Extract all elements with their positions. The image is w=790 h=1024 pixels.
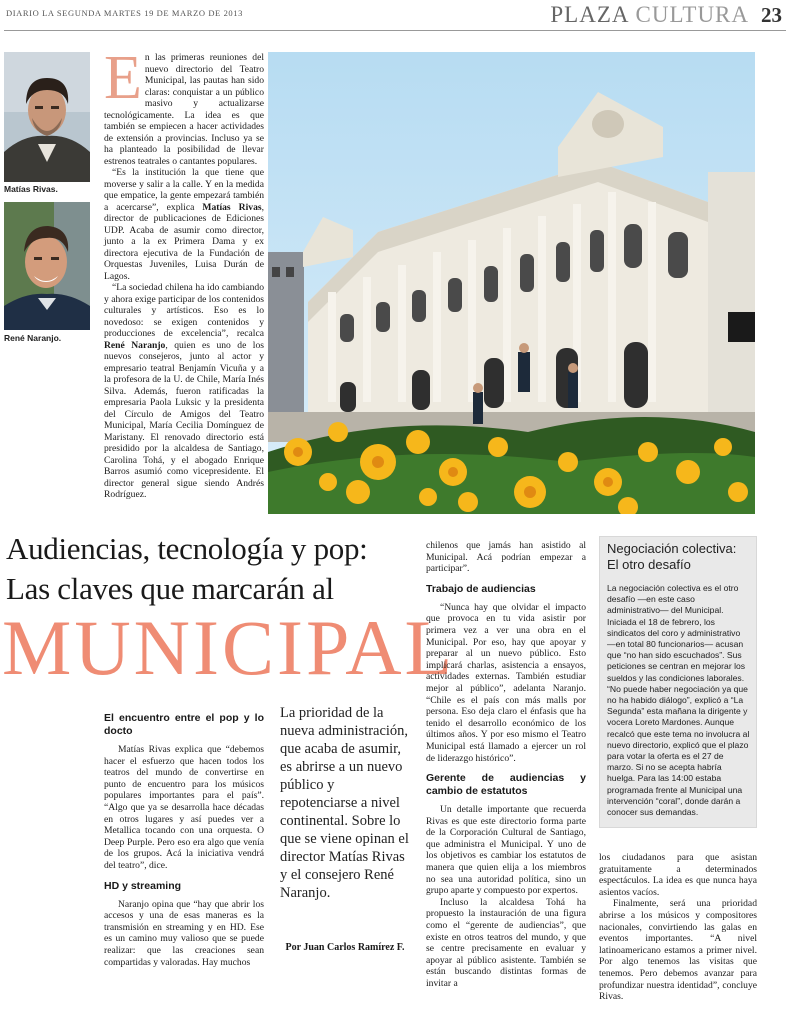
paragraph-gerente-1: Un detalle importante que recuerda Rivas es que este directorio forma parte de la Corporación Cultural de Santiago, que administra el Municipal. Y uno de los objetivos es cambiar los estatutos de manera que quien elija a los miembros no sea una autoridad política, sino un grupo aparte y compuesto por expertos. xyxy=(426,804,586,897)
headline-line-2: Las claves que marcarán al xyxy=(6,571,334,606)
newspaper-dateline: DIARIO LA SEGUNDA MARTES 19 DE MARZO DE 2013 xyxy=(6,8,243,18)
caption-naranjo: René Naranjo. xyxy=(4,333,62,343)
page-number: 23 xyxy=(761,3,782,27)
column-conclusion xyxy=(599,852,757,1003)
paragraph-conclusion-2: Finalmente, será una prioridad abrirse a los músicos y compositores nacionales, convirtiendo las galas en eventos importantes. “A nivel latinoamericano estamos a primer nivel. Por algo tenemos las visitas que tenemos. Pero debemos avanzar para profundizar nuestra identidad”, concluye Rivas. xyxy=(599,898,757,1003)
section-name-cultura: CULTURA xyxy=(635,2,749,27)
section-name-plaza: PLAZA xyxy=(550,2,630,27)
subhead-pop-docto: El encuentro entre el pop y lo docto xyxy=(104,712,264,737)
drop-cap: E xyxy=(104,44,142,112)
headline-line-1: Audiencias, tecnología y pop: xyxy=(6,531,368,566)
paragraph-gerente-2: Incluso la alcaldesa Tohá ha propuesto la instauración de una figura como el “gerente de audiencias”, que existe en otros teatros del mundo, y que se centre precisamente en evaluar y apoyar al público asistente. También se están buscando distintas formas de invitar a xyxy=(426,896,586,989)
pull-quote: La prioridad de la nueva administración, que acaba de asumir, es abrirse a un nuevo público y repotenciarse a nivel continental. Sobre lo que se viene opinan el director Matías Rivas y el consejero René Naranjo. xyxy=(280,705,409,901)
portrait-rene-naranjo xyxy=(4,202,90,330)
name-rene-naranjo: René Naranjo xyxy=(104,339,166,351)
name-matias-rivas: Matías Rivas xyxy=(202,201,262,213)
caption-rivas: Matías Rivas. xyxy=(4,184,58,194)
sidebar-body: La negociación colectiva es el otro desafío —en este caso administrativo— del Municipal. Iniciada el 18 de febrero, los sindicatos del coro y administrativo —en total 80 funcionarios— acusan que “no han sido escuchados”. Sus peticiones se centran en mejorar los sueldos y las condiciones laborales. “No puede haber negociación ya que no ha habido diálogo”, explicó a “La Segunda” esta mañana la dirigente y vocera Loreto Mardones. Aunque recalcó que este tema no involucra al nuevo directorio, explicó que el plazo para votar la oferta es el 27 de marzo. Si no se acepta habría huelga. Para las 14:00 estaba programada frente al Municipal una intervención “coral”, donde darán a conocer sus demandas. xyxy=(607,583,750,818)
paragraph-continued: chilenos que jamás han asistido al Municipal. Acá podrían empezar a participar”. xyxy=(426,540,586,575)
headline-big-word: MUNICIPAL xyxy=(2,604,456,691)
byline: Por Juan Carlos Ramírez F. xyxy=(285,942,405,953)
paragraph-pop-docto: Matías Rivas explica que “debemos hacer el esfuerzo que hacen todos los teatros del mundo de convertirse en punto de encuentro para los músicos populares importantes para el país”. “Algo que ya se desarrolla hace décadas en otros lugares y así puedes ver a Metallica tocando con una orquesta. O Deep Purple. Pero eso era algo que venía de los grupos. Acá la iniciativa vendrá del teatro”, dice. xyxy=(104,744,264,871)
subhead-gerente-audiencias: Gerente de audiencias y cambio de estatutos xyxy=(426,772,586,798)
portrait-matias-rivas xyxy=(4,52,90,182)
paragraph-hd-streaming: Naranjo opina que “hay que abrir los accesos y una de esas maneras es la transmisión en streaming y en HD. Ese es un camino muy valioso que se puede realizar: que las creaciones sean compartidas y valoradas. Hay muchos xyxy=(104,898,264,968)
sidebar-title: Negociación colectiva: El otro desafío xyxy=(607,541,737,572)
intro-paragraph-3: “La sociedad chilena ha ido cambiando y ahora exige participar de los contenidos culturales y artísticos. Eso es lo novedoso: se exigen contenidos y producciones de excelencia”, recalca René Naranjo, quien es uno de los nuevos consejeros, junto al actor y empresario teatral Benjamín Vicuña y a la profesora de la U. de Chile, María Inés Silva. Además, fueron ratificadas la empresaria Paola Luksic y la presidenta del Círculo de Amigos del Teatro Municipal, María Cecilia Domínguez de Maristany. El renovado directorio está presidido por la alcaldesa de Santiago, Carolina Tohá, y el abogado Enrique Barros asumió como vicepresidente. El director general sigue siendo Andrés Rodríguez. xyxy=(104,282,264,500)
sidebar-negociacion xyxy=(599,536,757,828)
intro-paragraph-1: n las primeras reuniones del nuevo directorio del Teatro Municipal, las pautas han sido claras: conquistar a un público masivo y actualizarse tecnológicamente. La idea es que también se empiecen a hacer actividades de extensión a provincias. Incluso ya se ha planteado la posibilidad de llevar estrenos teatrales o cantantes populares. xyxy=(104,52,264,167)
header-divider xyxy=(4,30,786,31)
column-audiencias xyxy=(426,540,586,990)
section-header xyxy=(550,2,782,28)
intro-paragraph-2: “Es la institución la que tiene que moverse y salir a la calle. Y en la medida que empatice, la gente empezará también a acercarse”, explica Matías Rivas, director de publicaciones de Ediciones UDP. Acaba de asumir como director, junto a la ex Primera Dama y ex directora ejecutiva de la Fundación de Orquestas Juveniles, Luisa Durán de Lagos. xyxy=(104,167,265,282)
intro-column xyxy=(104,44,265,501)
subhead-hd-streaming: HD y streaming xyxy=(104,879,182,892)
paragraph-conclusion-1: los ciudadanos para que asistan gratuitamente a determinados espectáculos. La idea es que nunca haya asientos vacíos. xyxy=(599,852,757,898)
paragraph-trabajo-audiencias: “Nunca hay que olvidar el impacto que provoca en tu vida asistir por primera vez a ver una obra en el Municipal. Por eso, hay que apoyar y preparar al un nuevo público. Esto implicará charlas, asistencia a ensayos, actividades externas. También estudiar mejor al público”, adelanta Naranjo. “Chile es el país con más malls por persona. Eso deja claro el énfasis que ha tenido el desarrollo económico de los últimos años. Y por eso mismo el Teatro Municipal está llamado a ejercer un rol de liderazgo histórico”. xyxy=(426,601,586,764)
column-pop-docto xyxy=(104,712,264,968)
subhead-trabajo-audiencias: Trabajo de audiencias xyxy=(426,582,536,595)
teatro-municipal-photo xyxy=(268,52,755,514)
